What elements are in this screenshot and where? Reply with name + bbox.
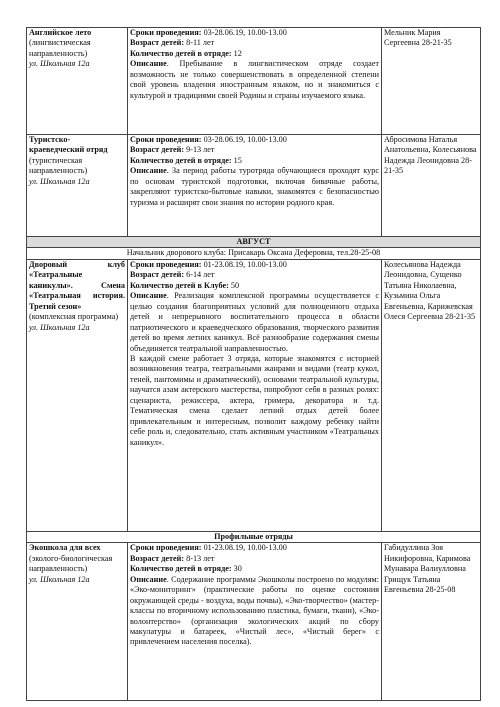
staff-cell: Колесьянова Надежда Леонидовна, Сущенко Татьяна Николаевна, Кузьмина Ольга Евгеньевна, Карижевская Олеся Сергеевна 28-21-35 <box>382 259 481 531</box>
count-label: Количество детей в отряде: <box>130 564 232 574</box>
program-address: ул. Школьная 12а <box>29 574 90 584</box>
count-label: Количество детей в отряде: <box>130 48 232 58</box>
desc-text: . За период работы туротряда обучающиеся проходят курс по основам туристской подготовки, включая бивачные работы, закрепляют туристско-бытовые навыки, знакомятся с безопасностью туризма и расширят свои знания по истории родного края. <box>130 166 379 207</box>
count-label: Количество детей в Клубе: <box>130 280 229 290</box>
count-value: 50 <box>228 280 240 290</box>
dates-label: Сроки проведения: <box>130 259 202 269</box>
club-head-row <box>27 248 481 259</box>
desc-label: Описание <box>130 574 167 584</box>
count-value: 12 <box>231 48 242 58</box>
program-name: Туристско-краеведческий отряд <box>29 135 108 155</box>
desc-text: . Пребывание в лингвистическом отряде создает возможность не только совершенствовать в определенной степени свой уровень владения иностранным языком, но и знакомиться с культурой и традициями своей Родины и страны изучаемого языка. <box>130 59 379 100</box>
age-label: Возраст детей: <box>130 38 185 48</box>
dates-value: 03-28.06.19, 10.00-13.00 <box>201 28 287 37</box>
age-label: Возраст детей: <box>130 553 185 563</box>
program-cell <box>27 28 128 135</box>
count-value: 30 <box>231 564 242 574</box>
age-value: 9-13 лет <box>184 145 215 155</box>
details-cell <box>128 543 382 701</box>
age-value: 6-14 лет <box>184 270 215 280</box>
dates-label: Сроки проведения: <box>130 543 202 553</box>
dates-label: Сроки проведения: <box>130 28 202 37</box>
staff-cell: Мельник Мария Сергеевна 28-21-35 <box>382 28 481 135</box>
program-desc: (лингвистическая направленность) <box>29 38 91 58</box>
desc-label: Описание <box>130 291 167 301</box>
section-header-row <box>27 531 481 542</box>
dates-label: Сроки проведения: <box>130 135 202 144</box>
age-value: 8-11 лет <box>184 38 215 48</box>
staff-cell: Габидуллина Зоя Никифоровна, Каримова Мунавара Валиулловна Грищук Татьяна Евгеньевна 28-25-08 <box>382 543 481 701</box>
program-name: Экошкола для всех <box>29 543 101 553</box>
program-cell <box>27 135 128 237</box>
program-name: Дворовый клуб «Театральные каникулы». Смена «Театральная история. Третий сезон» <box>29 259 125 311</box>
table-row <box>27 135 481 237</box>
table-row <box>27 543 481 701</box>
details-cell <box>128 259 382 531</box>
dates-value: 03-28.06.19, 10.00-13.00 <box>201 135 287 144</box>
age-label: Возраст детей: <box>130 145 185 155</box>
desc-label: Описание <box>130 59 167 69</box>
count-value: 15 <box>231 155 242 165</box>
count-label: Количество детей в отряде: <box>130 155 232 165</box>
program-address: ул. Школьная 12а <box>29 176 90 186</box>
program-address: ул. Школьная 12а <box>29 59 90 69</box>
program-schedule-table <box>26 27 481 701</box>
table-row <box>27 259 481 531</box>
age-label: Возраст детей: <box>130 270 185 280</box>
program-desc: (комплексная программа) <box>29 312 119 322</box>
program-desc: (эколого-биологическая направленность) <box>29 553 113 574</box>
age-value: 8-13 лет <box>184 553 215 563</box>
program-address: ул. Школьная 12а <box>29 322 90 332</box>
desc-text: . Реализация комплексной программы осуществляется с целью создания благоприятных условий для полноценного отдыха детей и непрерывного воспитательного процесса в области патриотического и краеведческого образования, творческого развития детей во время летних каникул. Всё разнообразие содержания смены объединяется театральной направленностью. <box>130 291 379 353</box>
dates-value: 01-23.08.19, 10.00-13.00 <box>201 543 287 553</box>
details-cell <box>128 135 382 237</box>
table-row <box>27 28 481 135</box>
desc-text: . Содержание программы Экошколы построено по модулям: «Эко-мониторинг» (практические работы по оценке состояния окружающей среды - воздуха, воды почвы), «Эко-творчество» (мастер-классы по вторичному использованию пластика, бумаги, ткани), «Эко-волонтерство» (организация экологических акций по сбору макулатуры и батареек, «Чистый лес», «Чистый берег» с привлечением населения поселка). <box>130 574 379 647</box>
club-head-info: Начальник дворового клуба: Присакарь Оксана Деферовна, тел.28-25-08 <box>27 248 481 259</box>
desc-paragraph: В каждой смене работает 3 отряда, которые знакомятся с историей возникновения театра, театральными жанрами и видами (театр кукол, теней, пантомимы и драматический), основами театральной культуры, научатся азам актерского мастерства, попробуют себя в разных ролях: сценариста, режиссера, актера, гримера, декоратора и т.д. Тематическая смена сделает летний отдых детей более привлекательным и интересным, позволит каждому ребенку найти себе роль и, следовательно, стать активным участником «Театральных каникул». <box>130 353 379 447</box>
section-header-row <box>27 237 481 248</box>
desc-label: Описание <box>130 166 167 176</box>
program-desc: (туристическая направленность) <box>29 155 88 176</box>
program-name: Английское лето <box>29 28 92 37</box>
section-month: АВГУСТ <box>27 237 481 248</box>
section-profile: Профильные отряды <box>27 531 481 542</box>
dates-value: 01-23.08.19, 10.00-13.00 <box>201 259 287 269</box>
program-cell <box>27 543 128 701</box>
staff-cell: Абросимова Наталья Анатольевна, Колесьянова Надежда Леонидовна 28-21-35 <box>382 135 481 237</box>
details-cell <box>128 28 382 135</box>
program-cell <box>27 259 128 531</box>
